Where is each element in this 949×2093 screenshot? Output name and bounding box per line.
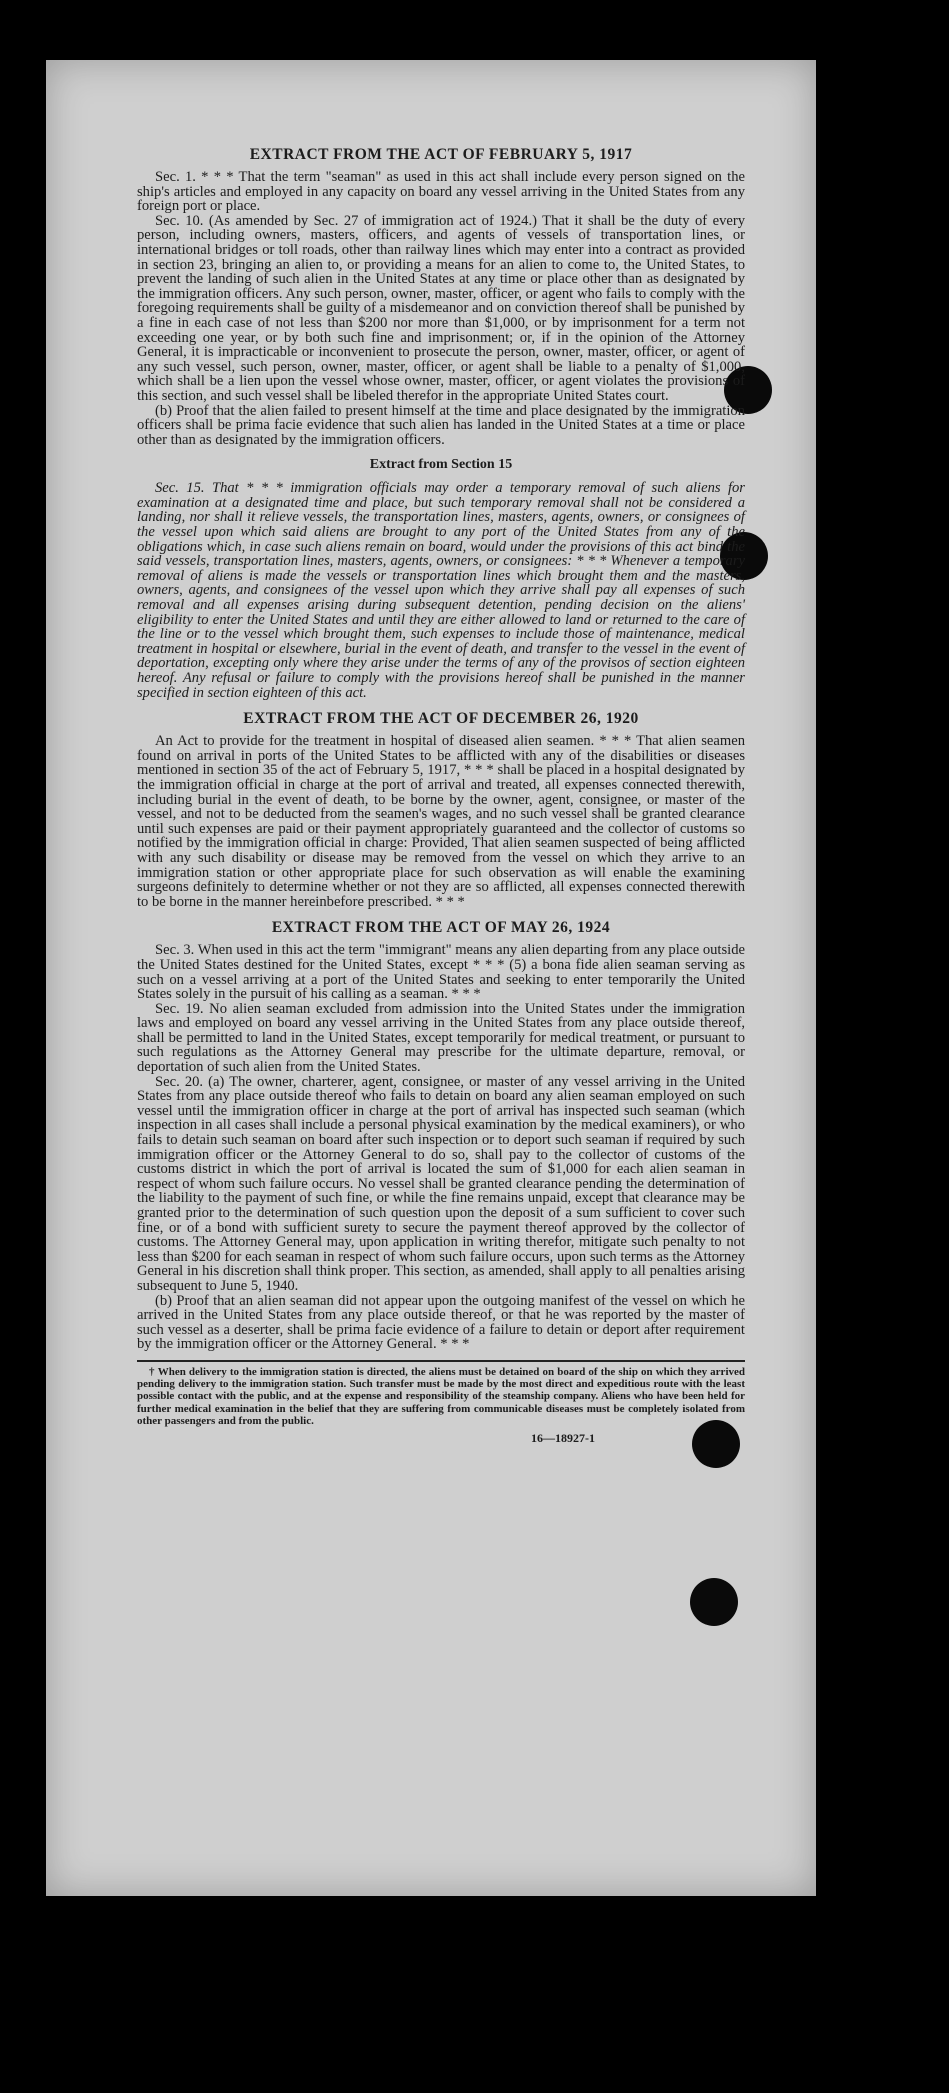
heading-act-1920: EXTRACT FROM THE ACT OF DECEMBER 26, 1920: [243, 710, 639, 728]
paragraph-sec-1: Sec. 1. * * * That the term "seaman" as used in this act shall include every person signed on the ship's articles and employed in any capacity on board any vessel arriving in the United States from any foreign port or place.: [137, 169, 745, 215]
heading-act-1917: EXTRACT FROM THE ACT OF FEBRUARY 5, 1917: [249, 146, 633, 163]
footnote-divider: [137, 1360, 745, 1362]
paragraph-act-1920: An Act to provide for the treatment in hospital of diseased alien seamen. * * * That alien seamen found on arrival in ports of the United States to be afflicted with any of the disabilities or diseases mentioned in section 35 of the act of February 5, 1917, * * * shall be placed in a hospital designated by the immigration official in charge at the port of arrival and treated, all expenses connected therewith, including burial in the event of death, to be borne by the owner, agent, consignee, or master of the vessel, and not to be deducted from the seamen's wages, and no such vessel shall be granted clearance until such expenses are paid or their payment appropriately guaranteed and the collector of customs so notified by the immigration official in charge: Provided, That alien seamen suspected of being afflicted with any such disability or disease may be removed from the vessel on which they arrive to an immigration station or other appropriate place for such observation as will enable the examining surgeons definitely to determine whether or not they are so afflicted, all expenses connected therewith to be borne in the manner hereinbefore prescribed. * * *: [137, 733, 745, 910]
paragraph-sec-10: Sec. 10. (As amended by Sec. 27 of immigration act of 1924.) That it shall be the duty of every person, including owners, masters, officers, and agents of vessels of transportation lines, or international bridges or toll roads, other than railway lines which may enter into a contract as provided in section 23, bringing an alien to, or providing a means for an alien to come to, the United States, to prevent the landing of such alien in the United States at any time or place other than as designated by the immigration officers. Any such person, owner, master, officer, or agent who fails to comply with the foregoing requirements shall be guilty of a misdemeanor and on conviction thereof shall be punished by a fine in each case of not less than $200 nor more than $1,000, or by imprisonment for a term not exceeding one year, or by both such fine and imprisonment; or, if in the opinion of the Attorney General, it is impracticable or inconvenient to prosecute the person, owner, master, officer, or agent of any such vessel, such person, owner, master, officer, or agent shall be liable to a penalty of $1,000, which shall be a lien upon the vessel whose owner, master, officer, or agent violates the provisions of this section, and such vessel shall be libeled therefor in the appropriate United States court.: [137, 212, 745, 404]
footnote: † When delivery to the immigration station is directed, the aliens must be detained on board of the ship on which they arrived pending delivery to the immigration station. Such transfer must be made by the most direct and expeditious route with the least possible contact with the public, and at the expense and responsibility of the steamship company. Aliens who have been held for further medical examination in the belief that they are suffering from communicable diseases must be completely isolated from other passengers and from the public.: [137, 1365, 745, 1427]
paragraph-proof-b: (b) Proof that the alien failed to present himself at the time and place designated by the immigration officers shall be prima facie evidence that such alien has landed in the United States at a time or place other than as designated by the immigration officers.: [137, 402, 745, 448]
paragraph-sec-3: Sec. 3. When used in this act the term "immigrant" means any alien departing from any place outside the United States destined for the United States, except * * * (5) a bona fide alien seaman serving as such on a vessel arriving at a port of the United States and seeking to enter temporarily the United States solely in the pursuit of his calling as a seaman. * * *: [137, 942, 745, 1003]
form-number: 16—18927-1: [531, 1430, 595, 1445]
paragraph-sec-20b: (b) Proof that an alien seaman did not appear upon the outgoing manifest of the vessel on which he arrived in the United States from any place outside thereof, or that he was reported by the master of such vessel as a deserter, shall be prima facie evidence of a failure to detain or deport after requirement by the immigration officer or the Attorney General. * * *: [137, 1292, 745, 1353]
document-text: [137, 146, 745, 1446]
punch-hole-4: [690, 1578, 738, 1626]
heading-act-1924: EXTRACT FROM THE ACT OF MAY 26, 1924: [271, 919, 611, 937]
paragraph-sec-15: Sec. 15. That * * * immigration officials may order a temporary removal of such aliens for examination at a designated time and place, but such temporary removal shall not be considered a landing, nor shall it relieve vessels, the transportation lines, masters, agents, owners, or consignees of the vessel upon which said aliens are brought to any port of the United States from any of the obligations which, in case such aliens remain on board, would under the provisions of this act bind the said vessels, transportation lines, masters, agents, owners, or consignees: * * * Whenever a temporary removal of aliens is made the vessels or transportation lines which brought them and the masters, owners, agents, and consignees of the vessel upon which they arrive shall pay all expenses of such removal and all expenses arising during subsequent detention, pending decision on the aliens' eligibility to enter the United States and until they are either allowed to land or returned to the care of the line or to the vessel which brought them, such expenses to include those of maintenance, medical treatment in hospital or elsewhere, burial in the event of death, and transfer to the vessel in the event of deportation, excepting only where they arise under the terms of any of the provisos of section eighteen hereof. Any refusal or failure to comply with the provisions hereof shall be punished in the manner specified in section eighteen of this act.: [137, 480, 745, 701]
paragraph-sec-19: Sec. 19. No alien seaman excluded from admission into the United States under the immigration laws and employed on board any vessel arriving in the United States from any place outside thereof, shall be permitted to land in the United States, except temporarily for medical treatment, or pursuant to such regulations as the Attorney General may prescribe for the ultimate departure, removal, or deportation of such alien from the United States.: [137, 1000, 745, 1076]
heading-section-15: Extract from Section 15: [369, 457, 513, 473]
paragraph-sec-20a: Sec. 20. (a) The owner, charterer, agent, consignee, or master of any vessel arriving in the United States from any place outside thereof who fails to detain on board any alien seaman employed on such vessel until the immigration officer in charge at the port of arrival has inspected such seaman (which inspection in all cases shall include a personal physical examination by the medical examiners), or who fails to detain such seaman on board after such inspection or to deport such seaman if required by such immigration officer or the Attorney General to do so, shall pay to the collector of customs of the customs district in which the port of arrival is located the sum of $1,000 for each alien seaman in respect of whom such failure occurs. No vessel shall be granted clearance pending the determination of the liability to the payment of such fine, or while the fine remains unpaid, except that clearance may be granted prior to the determination of such question upon the deposit of a sum sufficient to cover such fine, or of a bond with sufficient surety to secure the payment thereof approved by the collector of customs. The Attorney General may, upon application in writing therefor, mitigate such penalty to not less than $200 for each seaman in respect of whom such failure occurs, upon such terms as the Attorney General in his discretion shall think proper. This section, as amended, shall apply to all penalties arising subsequent to June 5, 1940.: [137, 1073, 745, 1294]
